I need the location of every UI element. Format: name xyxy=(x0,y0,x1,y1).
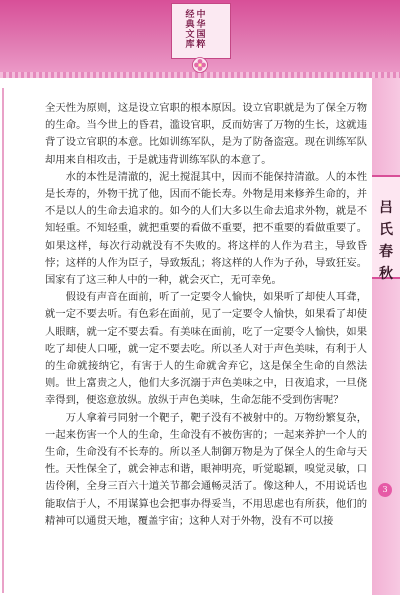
paragraph-4: 万人拿着弓同射一个靶子，靶子没有不被射中的。万物纷繁复杂，一起来伤害一个人的生命，生命没有不被伤害的；一起来养护一个人的生命，生命没有不长寿的。所以圣人制御万物是为了保全人的生命与天性。天性保全了，就会神志和谐，眼神明亮，听觉聪颖，嗅觉灵敏，口齿伶俐，全身三百六十道关节都会通畅灵活了。像这种人，不用说话也能取信于人，不用谋算也会把事办得妥当，不用思虑也有所获，他们的精神可以通贯天地，覆盖宇宙；这种人对于外物，没有不可以接 xyxy=(45,411,367,527)
flower-emblem-icon xyxy=(192,57,208,73)
paragraph-1: 全天性为原则，这是设立官职的根本原因。设立官职就是为了保全万物的生命。当今世上的昏君，滥设官职，反而妨害了万物的生长，这就违背了设立官职的本意。比如训练军队，是为了防备盗寇。现在训练军队却用来自相攻击，于是就违背训练军队的本意了。 xyxy=(45,102,367,166)
series-logo xyxy=(171,3,231,59)
paragraph-3: 假设有声音在面前，听了一定要令人愉快，如果听了却使人耳聋，就一定不要去听。有色彩在面前，见了一定要令人愉快，如果看了却使人眼瞎，就一定不要去看。有美味在面前，吃了一定要令人愉快，如果吃了却使人口哑，就一定不要去吃。所以圣人对于声色美味，有利于人的生命就接纳它，有害于人的生命就舍弃它，这是保全生命的自然法则。世上富贵之人，他们大多沉溺于声色美味之中，日夜追求，一旦侥幸得到，便恣意放纵。放纵于声色美味，生命怎能不受到伤害呢？ xyxy=(45,291,367,407)
logo-text-col1: 经典文库 xyxy=(185,10,195,50)
book-title-tab xyxy=(372,175,400,282)
page-number: 3 xyxy=(378,483,392,497)
logo-text-col2: 中华国粹 xyxy=(196,10,206,50)
book-title xyxy=(372,197,400,285)
left-frame-line xyxy=(2,88,4,593)
side-strip xyxy=(372,78,400,595)
book-title-text: 吕氏春秋 xyxy=(379,200,393,282)
body-text xyxy=(45,100,367,530)
paragraph-2: 水的本性是清澈的，泥土搅混其中，因而不能保持清澈。人的本性是长寿的，外物干扰了他，因而不能长寿。外物是用来修养生命的，并不是以人的生命去追求的。如今的人们大多以生命去追求外物，就是不知轻重。不知轻重，就把重要的看做不重要，把不重要的看做重要了。如果这样，每次行动就没有不失败的。将这样的人作为君主，导致昏悖；这样的人作为臣子，导致叛乱；将这样的人作为子孙，导致狂妄。国家有了这三种人中的一种，就会灭亡，无可幸免。 xyxy=(45,170,367,287)
